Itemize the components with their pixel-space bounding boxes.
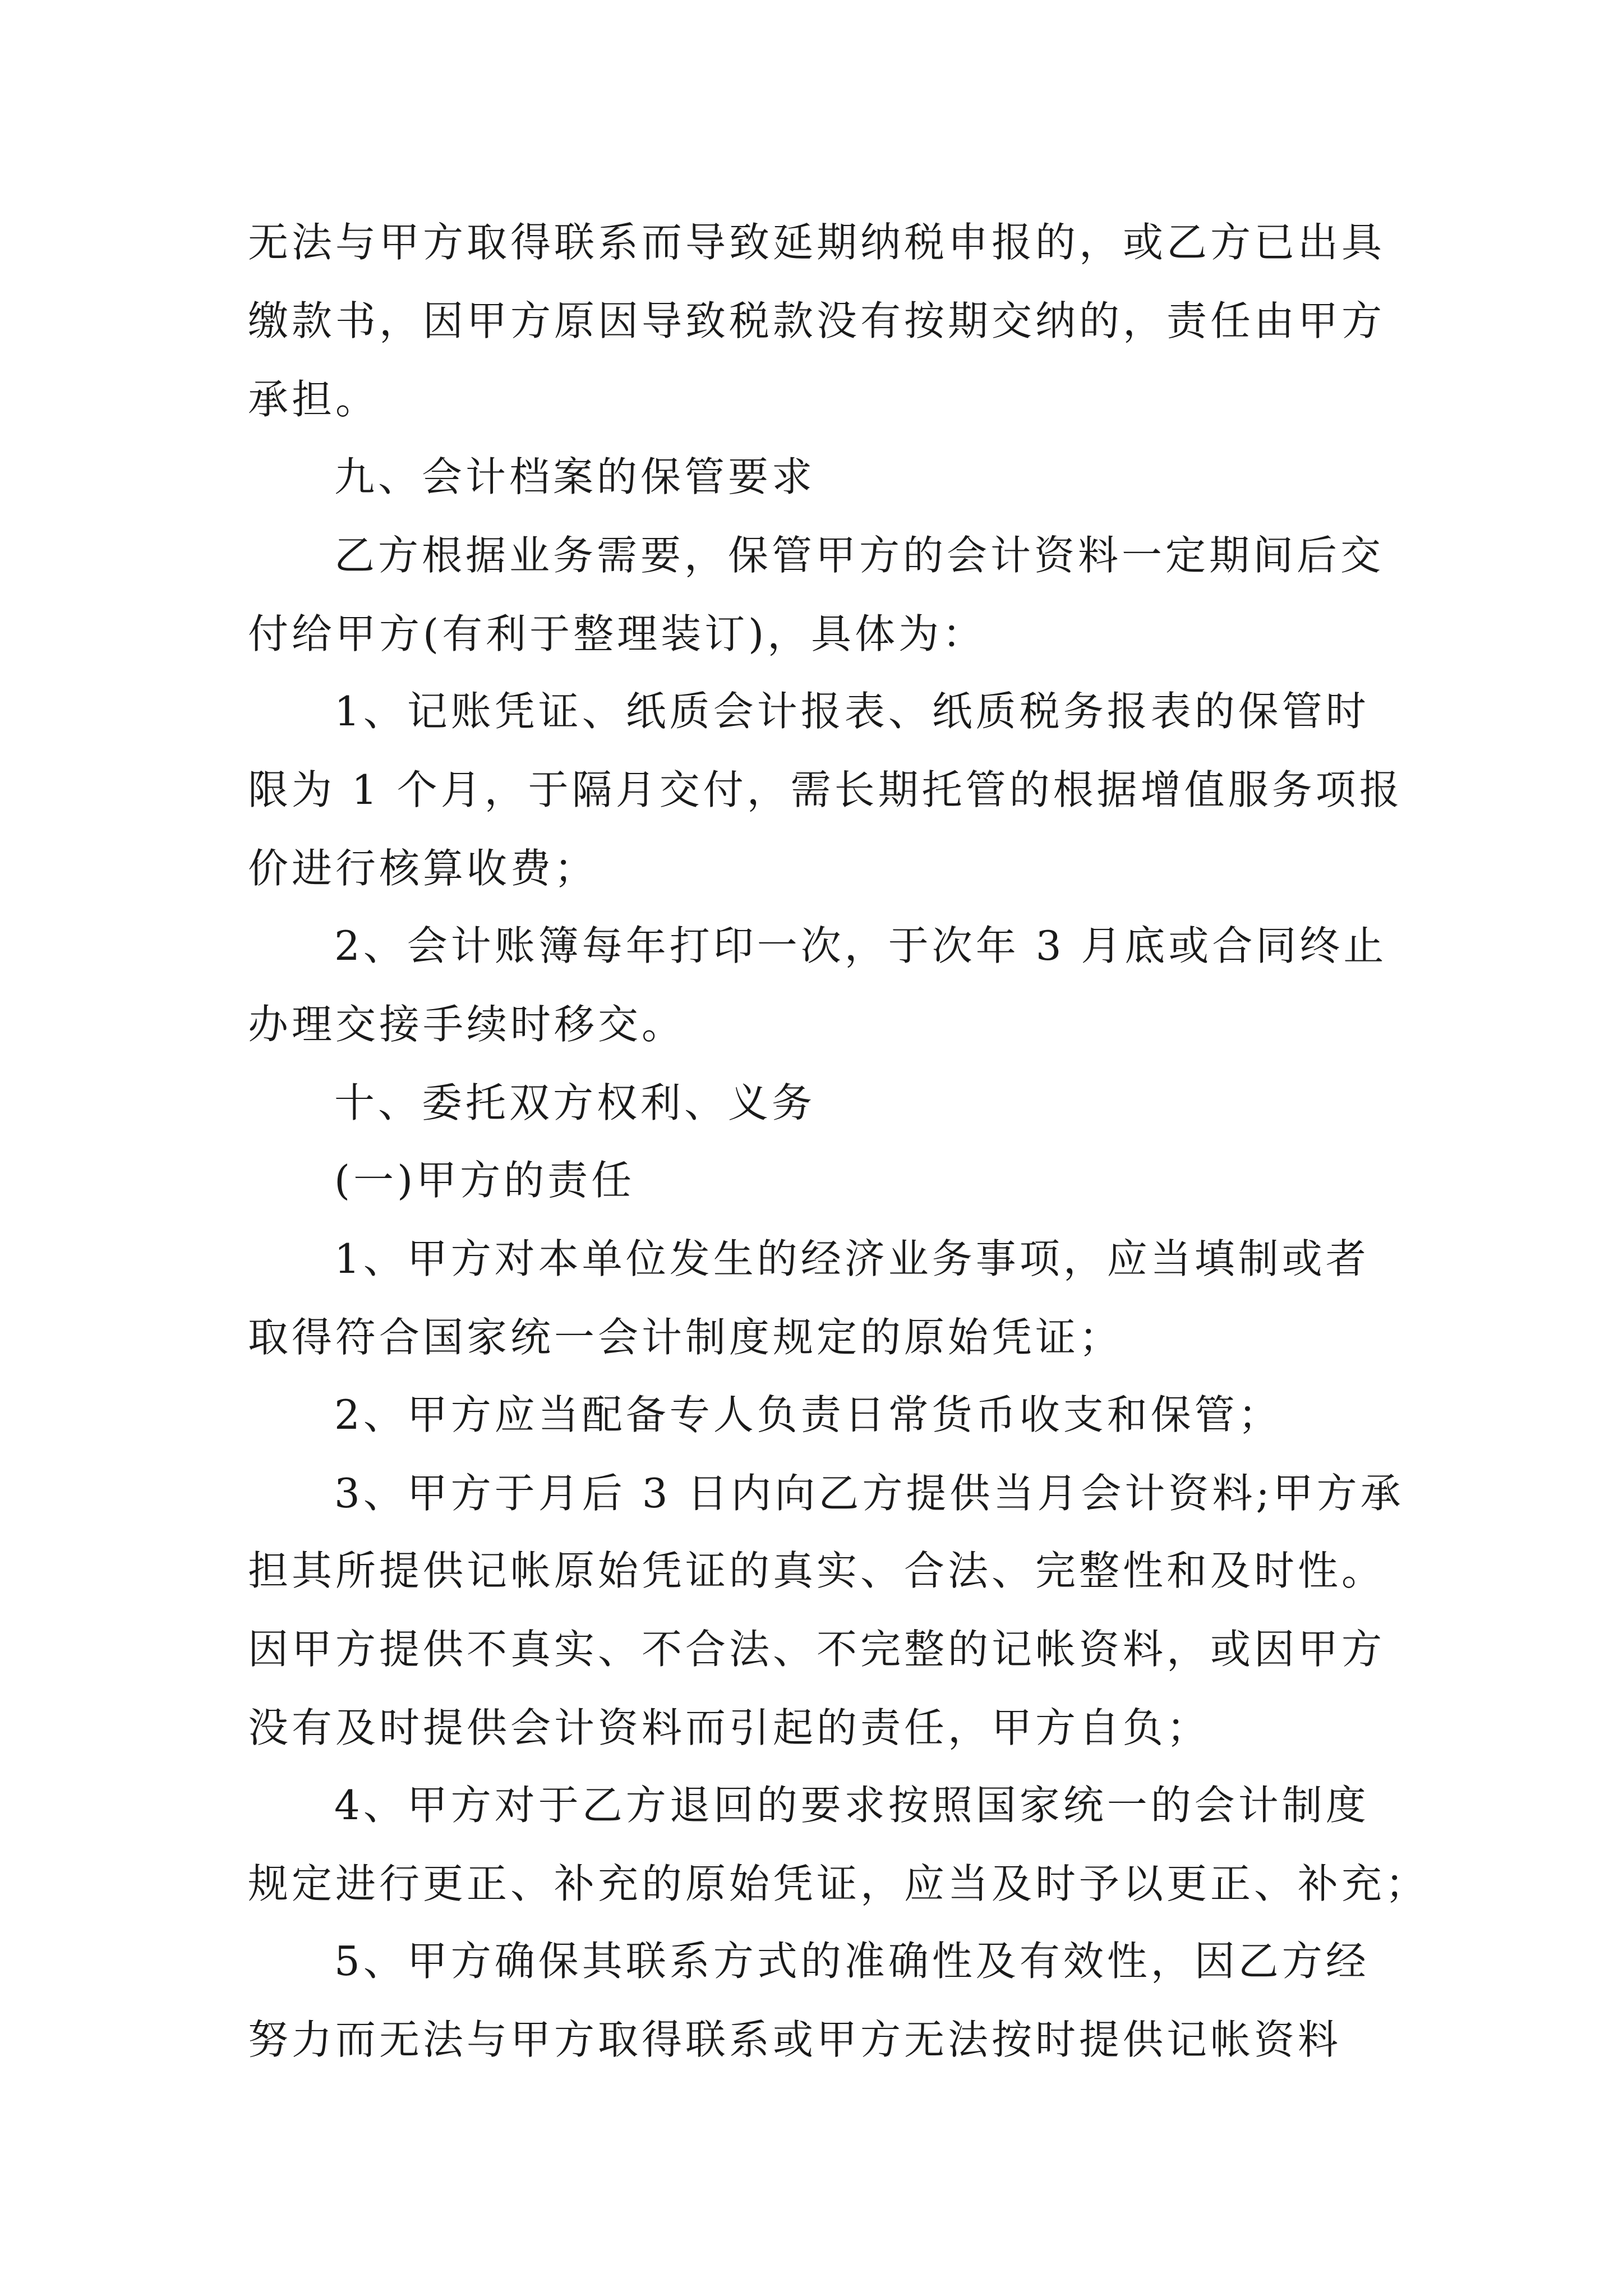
text-line: 付给甲方(有利于整理装订)，具体为：: [248, 610, 986, 657]
text-line: 限为 1 个月，于隔月交付，需长期托管的根据增值服务项报: [248, 766, 1403, 813]
text-line: 2、甲方应当配备专人负责日常货币收支和保管；: [334, 1391, 1282, 1438]
text-line: 价进行核算收费；: [248, 845, 598, 892]
text-line: 承担。: [248, 376, 380, 423]
text-line: 努力而无法与甲方取得联系或甲方无法按时提供记帐资料: [248, 2016, 1342, 2063]
text-line: 5、甲方确保其联系方式的准确性及有效性，因乙方经: [334, 1938, 1370, 1985]
subsection-heading: (一)甲方的责任: [334, 1157, 635, 1204]
text-line: 3、甲方于月后 3 日内向乙方提供当月会计资料;甲方承: [334, 1470, 1404, 1517]
text-line: 因甲方提供不真实、不合法、不完整的记帐资料，或因甲方: [248, 1626, 1386, 1673]
text-line: 1、甲方对本单位发生的经济业务事项，应当填制或者: [334, 1235, 1370, 1282]
text-line: 4、甲方对于乙方退回的要求按照国家统一的会计制度: [334, 1782, 1370, 1829]
section-heading: 九、会计档案的保管要求: [334, 453, 816, 500]
text-line: 取得符合国家统一会计制度规定的原始凭证；: [248, 1314, 1123, 1361]
text-line: 无法与甲方取得联系而导致延期纳税申报的，或乙方已出具: [248, 219, 1386, 266]
text-line: 乙方根据业务需要，保管甲方的会计资料一定期间后交: [334, 532, 1385, 579]
text-line: 没有及时提供会计资料而引起的责任，甲方自负；: [248, 1704, 1211, 1751]
section-heading: 十、委托双方权利、义务: [334, 1079, 816, 1126]
text-line: 担其所提供记帐原始凭证的真实、合法、完整性和及时性。: [248, 1547, 1386, 1594]
text-line: 2、会计账簿每年打印一次，于次年 3 月底或合同终止: [334, 922, 1387, 969]
text-line: 缴款书，因甲方原因导致税款没有按期交纳的，责任由甲方: [248, 297, 1386, 344]
text-line: 1、记账凭证、纸质会计报表、纸质税务报表的保管时: [334, 688, 1370, 735]
text-line: 办理交接手续时移交。: [248, 1001, 686, 1048]
text-line: 规定进行更正、补充的原始凭证，应当及时予以更正、补充；: [248, 1860, 1430, 1907]
